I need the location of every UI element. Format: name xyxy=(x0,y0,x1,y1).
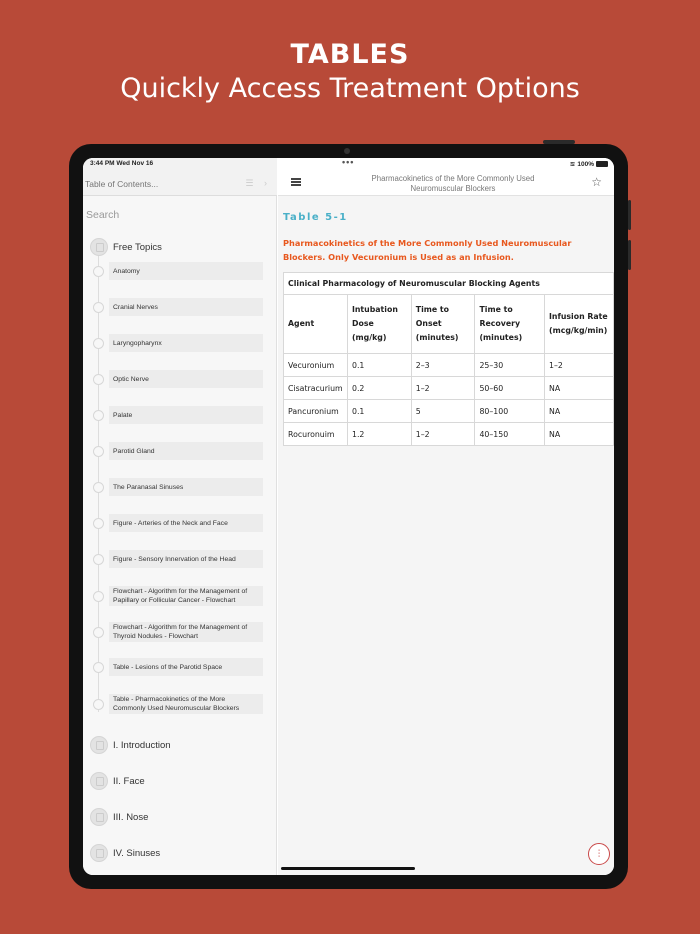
table-cell: 0.2 xyxy=(347,377,411,400)
table-cell: Rocuronuim xyxy=(284,423,348,446)
table-cell: 1.2 xyxy=(347,423,411,446)
wifi-icon: ≋ xyxy=(569,161,576,168)
tree-node-icon xyxy=(93,338,104,349)
favorite-star-icon[interactable]: ☆ xyxy=(591,175,602,189)
table-header-cell: Infusion Rate (mcg/kg/min) xyxy=(545,295,614,354)
status-time: 3:44 PM Wed Nov 16 xyxy=(90,160,154,167)
promo-headline xyxy=(0,40,700,106)
sidebar-topic-item[interactable]: Figure - Sensory Innervation of the Head xyxy=(109,550,263,568)
table-cell: 1–2 xyxy=(545,354,614,377)
table-row xyxy=(284,377,614,400)
status-right xyxy=(570,160,608,168)
table-cell: 50–60 xyxy=(475,377,545,400)
promo-subtitle: Quickly Access Treatment Options xyxy=(120,73,580,104)
sidebar-topic-item[interactable]: Anatomy xyxy=(109,262,263,280)
table-row xyxy=(284,400,614,423)
table-cell: 25–30 xyxy=(475,354,545,377)
table-caption: Pharmacokinetics of the More Commonly Used Neuromuscular Blockers. Only Vecuronium is Used as an Infusion. xyxy=(283,238,572,262)
status-bar xyxy=(83,158,614,170)
tree-node-icon xyxy=(93,446,104,457)
sidebar-header-icons xyxy=(245,178,267,189)
table-cell: NA xyxy=(545,423,614,446)
table-header-cell: Agent xyxy=(284,295,348,354)
sidebar-topic-item[interactable]: Table - Pharmacokinetics of the More Commonly Used Neuromuscular Blockers xyxy=(109,694,263,714)
battery-percent: 100% xyxy=(577,160,594,168)
table-cell: 1–2 xyxy=(411,423,475,446)
chevron-right-icon[interactable]: › xyxy=(264,178,267,188)
tree-node-icon xyxy=(93,302,104,313)
sidebar-topic-item[interactable]: The Paranasal Sinuses xyxy=(109,478,263,496)
category-free-topics[interactable]: Free Topics xyxy=(113,242,162,253)
sidebar-topic-item[interactable]: Flowchart - Algorithm for the Management of Papillary or Follicular Cancer - Flowchart xyxy=(109,586,263,606)
tree-node-icon xyxy=(93,627,104,638)
sidebar-topic-item[interactable]: Optic Nerve xyxy=(109,370,263,388)
table-cell: 2–3 xyxy=(411,354,475,377)
multitask-dots-icon[interactable]: ••• xyxy=(342,158,355,167)
sidebar-topic-item[interactable]: Cranial Nerves xyxy=(109,298,263,316)
ipad-device xyxy=(69,144,628,889)
table-cell: 40–150 xyxy=(475,423,545,446)
table-cell: 80–100 xyxy=(475,400,545,423)
tree-node-icon xyxy=(93,699,104,710)
table-cell: 1–2 xyxy=(411,377,475,400)
device-screen xyxy=(83,158,614,875)
filter-icon[interactable]: ☰ xyxy=(245,178,254,188)
table-cell: 0.1 xyxy=(347,354,411,377)
pharmacology-table xyxy=(283,272,614,446)
table-title: Clinical Pharmacology of Neuromuscular Blocking Agents xyxy=(284,273,614,295)
sidebar xyxy=(83,158,277,875)
sidebar-section-item[interactable]: III. Nose xyxy=(113,812,149,823)
tree-node-icon xyxy=(93,662,104,673)
table-row xyxy=(284,423,614,446)
settings-sliders-icon[interactable]: ⫶ xyxy=(588,843,610,865)
battery-icon xyxy=(596,161,608,167)
table-cell: 5 xyxy=(411,400,475,423)
table-cell: NA xyxy=(545,377,614,400)
sidebar-section-item[interactable]: II. Face xyxy=(113,776,145,787)
tree-node-icon xyxy=(93,482,104,493)
content-header-title: Pharmacokinetics of the More Commonly Used Neuromuscular Blockers xyxy=(371,174,535,193)
table-cell: Cisatracurium xyxy=(284,377,348,400)
sidebar-topic-item[interactable]: Flowchart - Algorithm for the Management of Thyroid Nodules - Flowchart xyxy=(109,622,263,642)
table-row xyxy=(284,354,614,377)
search-label[interactable]: Search xyxy=(86,209,120,221)
sidebar-topic-item[interactable]: Palate xyxy=(109,406,263,424)
book-icon xyxy=(90,238,108,256)
tree-node-icon xyxy=(93,591,104,602)
camera xyxy=(344,148,350,154)
sidebar-topic-item[interactable]: Laryngopharynx xyxy=(109,334,263,352)
toc-toggle-icon[interactable] xyxy=(291,178,301,186)
tree-node-icon xyxy=(93,554,104,565)
content-pane xyxy=(278,158,614,875)
table-header-cell: Intubation Dose (mg/kg) xyxy=(347,295,411,354)
home-indicator xyxy=(281,867,415,870)
book-icon xyxy=(90,844,108,862)
toc-search-input[interactable] xyxy=(85,179,235,189)
table-cell: Pancuronium xyxy=(284,400,348,423)
tree-node-icon xyxy=(93,410,104,421)
promo-title: TABLES xyxy=(290,39,410,70)
sidebar-topic-item[interactable]: Parotid Gland xyxy=(109,442,263,460)
book-icon xyxy=(90,772,108,790)
sidebar-section-item[interactable]: I. Introduction xyxy=(113,740,171,751)
device-volume-down xyxy=(628,240,631,270)
book-icon xyxy=(90,736,108,754)
device-volume-up xyxy=(628,200,631,230)
book-icon xyxy=(90,808,108,826)
table-cell: NA xyxy=(545,400,614,423)
sidebar-topic-item[interactable]: Table - Lesions of the Parotid Space xyxy=(109,658,263,676)
tree-node-icon xyxy=(93,374,104,385)
sidebar-topic-item[interactable]: Figure - Arteries of the Neck and Face xyxy=(109,514,263,532)
tree-node-icon xyxy=(93,266,104,277)
table-header-cell: Time to Onset (minutes) xyxy=(411,295,475,354)
tree-node-icon xyxy=(93,518,104,529)
table-cell: Vecuronium xyxy=(284,354,348,377)
sidebar-section-item[interactable]: IV. Sinuses xyxy=(113,848,161,859)
table-number: Table 5-1 xyxy=(283,212,348,223)
table-header-cell: Time to Recovery (minutes) xyxy=(475,295,545,354)
table-cell: 0.1 xyxy=(347,400,411,423)
